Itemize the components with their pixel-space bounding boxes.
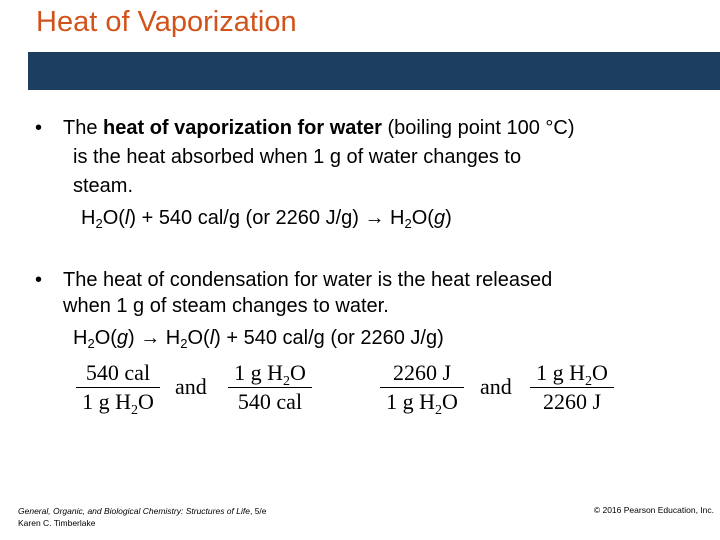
bullet2-line2: when 1 g of steam changes to water. <box>63 295 389 317</box>
slide-title: Heat of Vaporization <box>36 6 297 38</box>
bullet1-line1: The heat of vaporization for water (boiling point 100 °C) <box>63 117 575 139</box>
arrow-icon: → <box>364 207 385 229</box>
conversion-factor-g-per-cal: 1 g $H_2O$ 540 cal <box>228 360 312 415</box>
conversion-factor-cal-per-g: 540 cal 1 g $H_2O$ <box>76 360 160 415</box>
vaporization-equation: $H_2O(l) + 540$ cal/g (or 2260 $J/g) \to H_2O(g)$ <box>81 207 452 231</box>
condensation-equation: $H_2O(g) \to H_2O(l) + 540$ cal/g (or 2260 J/g) <box>73 327 444 351</box>
bullet1-line3: steam. <box>73 175 134 197</box>
bullet1-line2: is the heat absorbed when 1 g of water changes to <box>73 146 522 168</box>
bullet-marker: • <box>35 269 43 291</box>
and-word: and <box>175 374 207 399</box>
footer-citation: General, Organic, and Biological Chemistry: Structures of Life, 5/e Karen C. Timberlake <box>18 506 267 528</box>
bullet2-line1: The heat of condensation for water is the heat released <box>63 269 553 291</box>
copyright-notice: © 2016 Pearson Education, Inc. <box>593 505 714 515</box>
bullet-marker: • <box>35 117 43 139</box>
and-word: and <box>480 374 512 399</box>
conversion-factor-j-per-g: 2260 J 1 g $H_2O$ <box>380 360 464 415</box>
arrow-icon: → <box>140 327 161 349</box>
bold-term: heat of vaporization for water <box>103 117 382 139</box>
book-title: General, Organic, and Biological Chemistry: Structures of Life <box>18 506 250 516</box>
conversion-factor-g-per-j: 1 g $H_2O$ 2260 J <box>530 360 614 415</box>
author: Karen C. Timberlake <box>18 518 96 528</box>
header-band <box>28 52 720 90</box>
